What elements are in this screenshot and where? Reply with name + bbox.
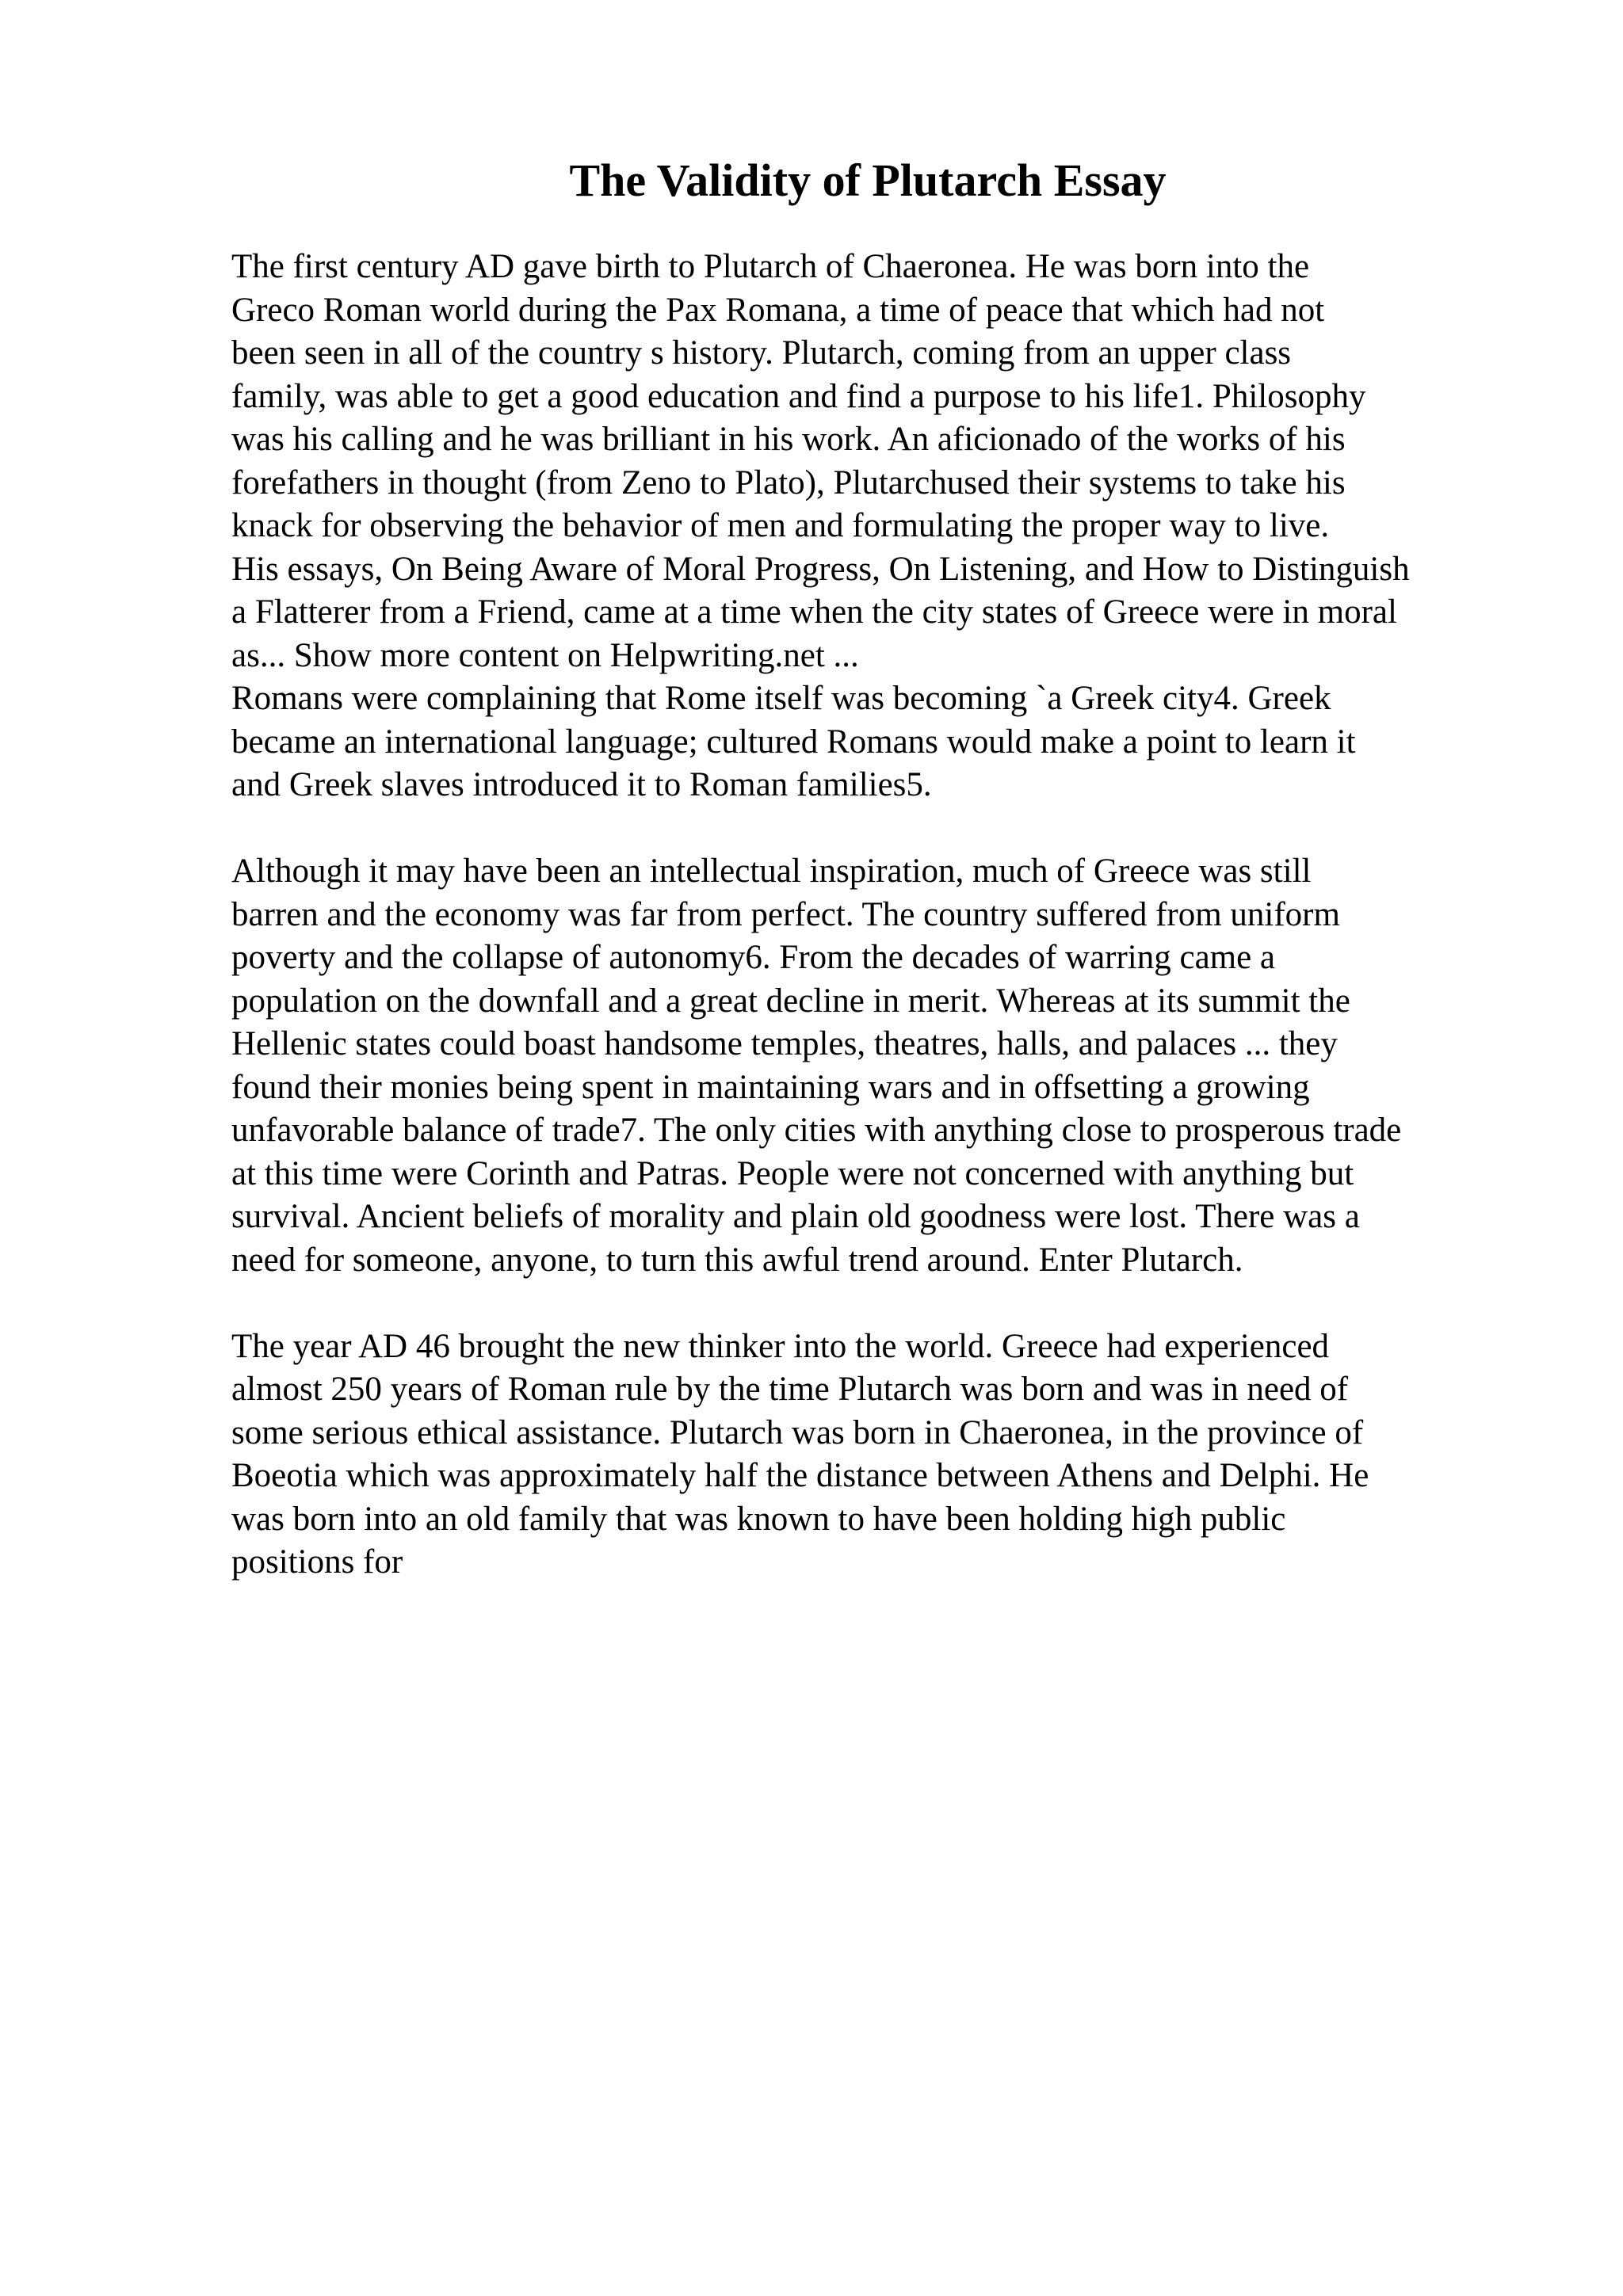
text-line: barren and the economy was far from perfect. The country suffered from uniform: [231, 895, 1340, 933]
text-line: been seen in all of the country s history. Plutarch, coming from an upper class: [231, 334, 1292, 372]
text-line: became an international language; cultured Romans would make a point to learn it: [231, 723, 1356, 761]
document-title: The Validity of Plutarch Essay: [569, 154, 1167, 206]
paragraph-2: [231, 850, 1594, 1282]
show-more-line: as... Show more content on Helpwriting.net ...: [231, 636, 859, 674]
paragraph-1: [231, 246, 1594, 807]
text-line: Hellenic states could boast handsome temples, theatres, halls, and palaces ... they: [231, 1025, 1338, 1062]
text-line: found their monies being spent in maintaining wars and in offsetting a growing: [231, 1068, 1310, 1106]
text-line: The first century AD gave birth to Plutarch of Chaeronea. He was born into the: [231, 248, 1310, 285]
text-line: Boeotia which was approximately half the distance between Athens and Delphi. He: [231, 1457, 1369, 1494]
paragraph-gap: [231, 1282, 1594, 1325]
text-line: some serious ethical assistance. Plutarch was born in Chaeronea, in the province of: [231, 1413, 1364, 1451]
paragraph-gap: [231, 807, 1594, 851]
text-line: population on the downfall and a great decline in merit. Whereas at its summit the: [231, 982, 1350, 1020]
text-line: at this time were Corinth and Patras. People were not concerned with anything but: [231, 1154, 1354, 1192]
text-line: was born into an old family that was known to have been holding high public: [231, 1500, 1286, 1538]
text-line: Greco Roman world during the Pax Romana, a time of peace that which had not: [231, 291, 1325, 329]
document-body: [231, 246, 1594, 1585]
text-line: almost 250 years of Roman rule by the time Plutarch was born and was in need of: [231, 1371, 1349, 1408]
text-line: and Greek slaves introduced it to Roman families5.: [231, 766, 932, 803]
text-line: survival. Ancient beliefs of morality and plain old goodness were lost. There was a: [231, 1198, 1360, 1235]
text-line: Romans were complaining that Rome itself was becoming `a Greek city4. Greek: [231, 680, 1331, 717]
text-line: His essays, On Being Aware of Moral Progress, On Listening, and How to Distinguish: [231, 550, 1410, 588]
text-line: a Flatterer from a Friend, came at a time when the city states of Greece were in moral: [231, 593, 1397, 631]
text-line: was his calling and he was brilliant in his work. An aficionado of the works of his: [231, 421, 1346, 458]
text-line: forefathers in thought (from Zeno to Plato), Plutarchused their systems to take his: [231, 463, 1346, 502]
text-line: The year AD 46 brought the new thinker into the world. Greece had experienced: [231, 1327, 1330, 1365]
text-line: unfavorable balance of trade7. The only cities with anything close to prosperous trade: [231, 1112, 1402, 1149]
text-line: Although it may have been an intellectual inspiration, much of Greece was still: [231, 852, 1312, 890]
text-line: positions for: [231, 1543, 403, 1581]
text-line: knack for observing the behavior of men and formulating the proper way to live.: [231, 507, 1330, 544]
text-line: poverty and the collapse of autonomy6. From the decades of warring came a: [231, 939, 1276, 976]
paragraph-3: [231, 1325, 1594, 1585]
text-line: need for someone, anyone, to turn this awful trend around. Enter Plutarch.: [231, 1241, 1243, 1279]
text-line: family, was able to get a good education and find a purpose to his life1. Philosophy: [231, 377, 1366, 415]
